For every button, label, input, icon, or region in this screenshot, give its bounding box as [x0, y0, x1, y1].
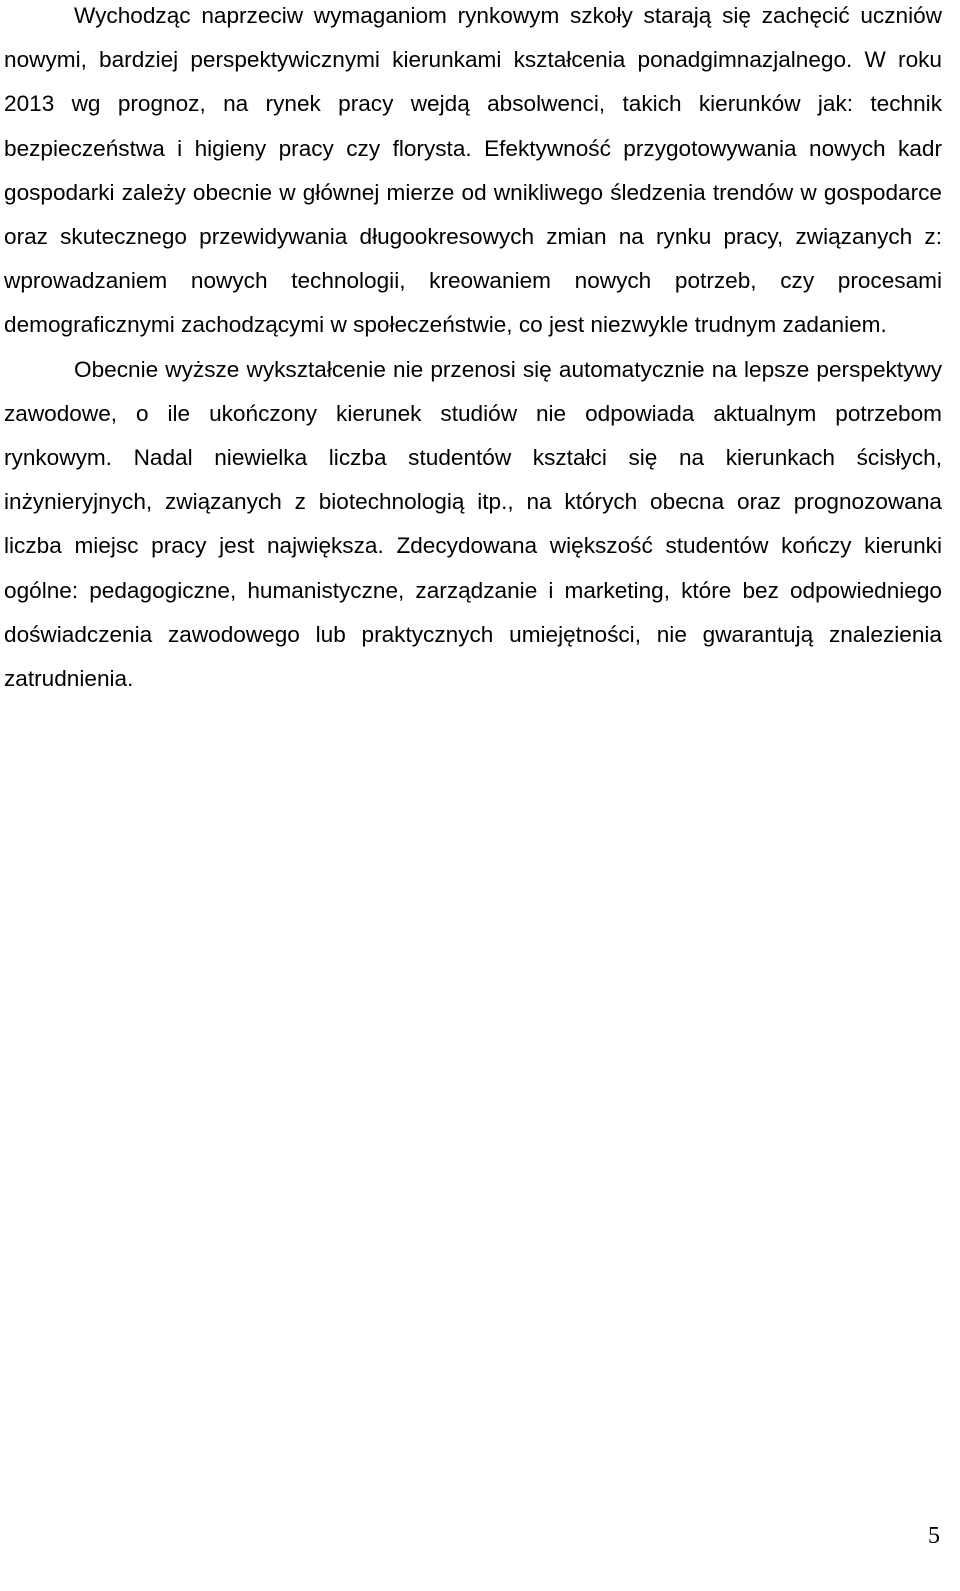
page-number: 5 [928, 1523, 940, 1549]
document-page [4, 0, 942, 701]
paragraph-2: Obecnie wyższe wykształcenie nie przenosi się automatycznie na lepsze perspektywy zawodowe, o ile ukończony kierunek studiów nie odpowiada aktualnym potrzebom rynkowym. Nadal niewielka liczba studentów kształci się na kierunkach ścisłych, inżynieryjnych, związanych z biotechnologią itp., na których obecna oraz prognozowana liczba miejsc pracy jest największa. Zdecydowana większość studentów kończy kierunki ogólne: pedagogiczne, humanistyczne, zarządzanie i marketing, które bez odpowiedniego doświadczenia zawodowego lub praktycznych umiejętności, nie gwarantują znalezienia zatrudnienia. [4, 356, 942, 692]
paragraph-1: Wychodząc naprzeciw wymaganiom rynkowym szkoły starają się zachęcić uczniów nowymi, bardziej perspektywicznymi kierunkami kształcenia ponadgimnazjalnego. W roku 2013 wg prognoz, na rynek pracy wejdą absolwenci, takich kierunków jak: technik bezpieczeństwa i higieny pracy czy florysta. Efektywność przygotowywania nowych kadr gospodarki zależy obecnie w głównej mierze od wnikliwego śledzenia trendów w gospodarce oraz skutecznego przewidywania długookresowych zmian na rynku pracy, związanych z: wprowadzaniem nowych technologii, kreowaniem nowych potrzeb, czy procesami demograficznymi zachodzącymi w społeczeństwie, co jest niezwykle trudnym zadaniem. [4, 3, 942, 338]
